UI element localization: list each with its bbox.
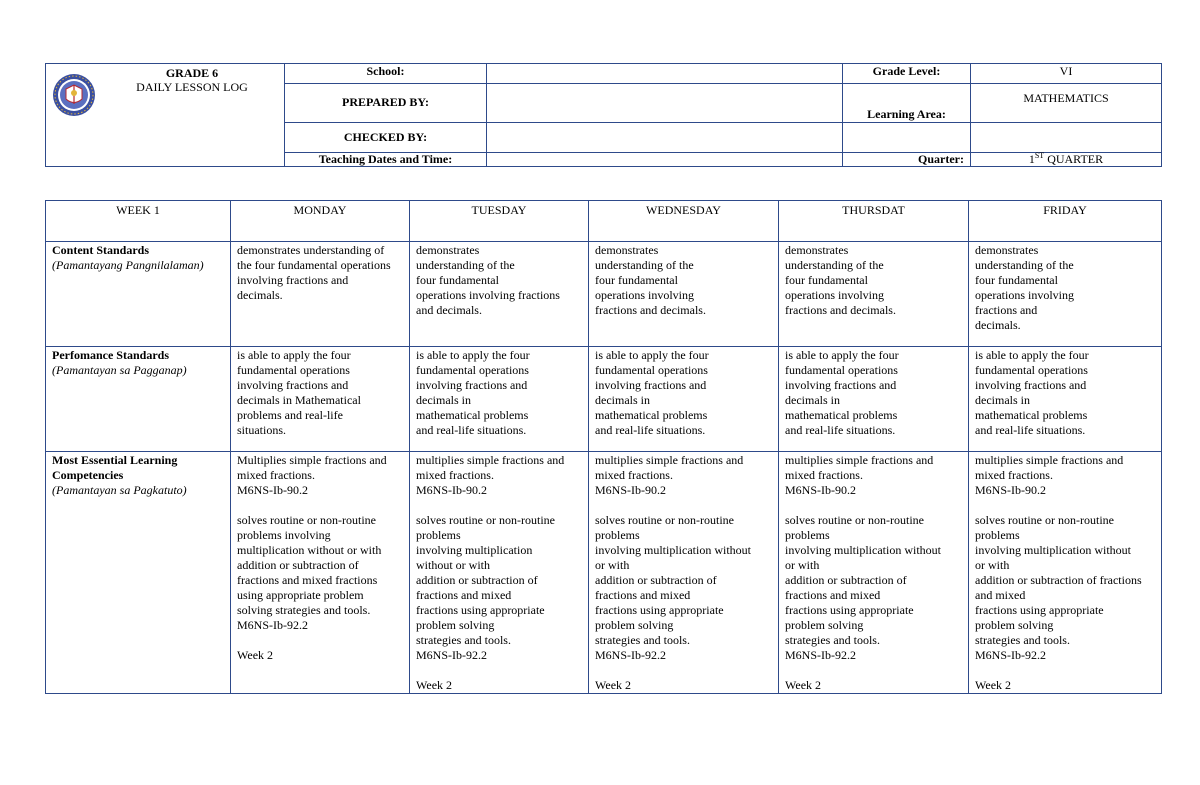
row-title: Most Essential Learning Competencies [52,453,178,482]
cell-text-line [237,498,403,513]
cell-text-line [595,498,772,513]
quarter-label: Quarter: [843,152,971,166]
cell-text-line: problems [416,528,461,542]
cell-text-line: M6NS-Ib-92.2 [416,648,487,662]
row-header [46,242,231,347]
cell-wednesday[interactable] [589,452,779,694]
cell-friday[interactable] [969,347,1162,452]
cell-text-line: addition or subtraction of [595,573,717,587]
grade-title: GRADE 6 [165,66,219,80]
cell-text-line: operations involving [975,288,1074,302]
learning-area-value[interactable]: MATHEMATICS [971,84,1162,122]
cell-text-line: strategies and tools. [416,633,511,647]
cell-text-line: problem solving [595,618,674,632]
cell-text-line: involving fractions and [975,378,1087,392]
cell-text-line: fractions and mixed fractions [237,573,378,587]
cell-text-line: fractions and [975,303,1038,317]
cell-monday[interactable] [231,242,410,347]
checked-by-field[interactable] [487,122,843,152]
cell-monday[interactable] [231,347,410,452]
cell-text-line: multiplies simple fractions and [975,453,1124,467]
cell-text-line: or with [785,558,820,572]
cell-text-line: is able to apply the four [237,348,351,362]
cell-text-line: or with [975,558,1010,572]
cell-text-line [975,663,1155,678]
cell-text-line: and real-life situations. [785,423,896,437]
grade-level-value[interactable]: VI [971,64,1162,84]
row-header [46,452,231,694]
school-label: School: [285,64,487,84]
cell-text-line: problem solving [416,618,495,632]
cell-wednesday[interactable] [589,242,779,347]
cell-text-line: Week 2 [416,678,453,692]
cell-text-line: problem solving [975,618,1054,632]
cell-text-line: decimals. [975,318,1021,332]
quarter-number: 1 [1028,151,1035,166]
cell-text-line: strategies and tools. [975,633,1070,647]
cell-text-line: four fundamental [595,273,678,287]
cell-text-line: solves routine or non-routine [785,513,924,527]
cell-text-line: fractions and decimals. [595,303,706,317]
cell-thursday[interactable] [779,452,969,694]
cell-text-line: Week 2 [975,678,1012,692]
cell-text-line: solves routine or non-routine [416,513,555,527]
cell-text-line: using appropriate problem [237,588,364,602]
row-subtitle: (Pamantayan sa Pagkatuto) [52,483,187,497]
cell-text-line: fractions using appropriate [785,603,914,617]
cell-text-line: solves routine or non-routine [975,513,1114,527]
cell-text-line: problems [785,528,830,542]
cell-thursday[interactable] [779,347,969,452]
checked-by-label: CHECKED BY: [285,122,487,152]
cell-text-line: involving fractions and [237,273,349,287]
cell-text-line: M6NS-Ib-92.2 [595,648,666,662]
cell-text-line: mixed fractions. [975,468,1053,482]
cell-text-line: involving fractions and [237,378,349,392]
table-row [46,452,1162,694]
cell-text-line: fractions using appropriate [416,603,545,617]
row-header [46,347,231,452]
cell-text-line: Week 2 [595,678,632,692]
cell-text-line: mathematical problems [595,408,708,422]
quarter-value[interactable] [971,152,1162,166]
cell-text-line: is able to apply the four [416,348,530,362]
cell-text-line: solves routine or non-routine [237,513,376,527]
cell-text-line: M6NS-Ib-90.2 [595,483,666,497]
cell-text-line: operations involving [785,288,884,302]
deped-seal-icon [52,73,96,117]
cell-text-line: problems [975,528,1020,542]
cell-text-line: problems involving [237,528,331,542]
quarter-word: QUARTER [1044,151,1104,166]
teaching-dates-label: Teaching Dates and Time: [285,152,487,166]
cell-text-line: understanding of the [975,258,1074,272]
teaching-dates-field[interactable] [487,152,843,166]
cell-text-line: multiplies simple fractions and [785,453,934,467]
cell-text-line: involving fractions and [416,378,528,392]
day-header-wednesday: WEDNESDAY [589,201,779,242]
cell-text-line: fractions and mixed [785,588,881,602]
cell-text-line: is able to apply the four [595,348,709,362]
cell-text-line: mathematical problems [416,408,529,422]
cell-text-line: decimals in [416,393,471,407]
cell-text-line: fundamental operations [237,363,350,377]
cell-text-line: involving fractions and [595,378,707,392]
cell-text-line: fractions and mixed [416,588,512,602]
cell-tuesday[interactable] [410,347,589,452]
cell-text-line: fractions and mixed [595,588,691,602]
cell-text-line: fractions and decimals. [785,303,896,317]
cell-wednesday[interactable] [589,347,779,452]
cell-text-line: multiplies simple fractions and [595,453,744,467]
cell-text-line: strategies and tools. [595,633,690,647]
cell-text-line: addition or subtraction of [785,573,907,587]
school-logo-cell [46,64,285,167]
cell-text-line: fundamental operations [975,363,1088,377]
cell-text-line: Week 2 [785,678,822,692]
cell-text-line: problem solving [785,618,864,632]
cell-text-line: situations. [237,423,287,437]
row-title: Perfomance Standards [52,348,169,362]
cell-text-line: understanding of the [785,258,884,272]
cell-text-line: multiplication without or with [237,543,382,557]
cell-text-line: problems [595,528,640,542]
row-subtitle: (Pamantayan sa Pagganap) [52,363,187,377]
table-row [46,242,1162,347]
empty-cell [843,122,971,152]
cell-text-line: M6NS-Ib-90.2 [416,483,487,497]
cell-text-line [416,498,582,513]
cell-text-line: problems and real-life [237,408,343,422]
cell-text-line: Week 2 [237,648,274,662]
prepared-by-field[interactable] [487,84,843,122]
day-header-monday: MONDAY [231,201,410,242]
cell-text-line: decimals in Mathematical [237,393,361,407]
cell-text-line [975,498,1155,513]
quarter-suffix: ST [1034,150,1045,160]
cell-tuesday[interactable] [410,452,589,694]
cell-text-line: M6NS-Ib-90.2 [785,483,856,497]
cell-thursday[interactable] [779,242,969,347]
cell-text-line: and mixed [975,588,1026,602]
learning-area-label: Learning Area: [843,84,971,122]
cell-text-line: four fundamental [416,273,499,287]
cell-text-line: operations involving fractions [416,288,560,302]
cell-text-line: decimals in [595,393,650,407]
cell-text-line: demonstrates [595,243,659,257]
cell-text-line: fundamental operations [785,363,898,377]
cell-text-line: fractions using appropriate [975,603,1104,617]
cell-text-line: involving fractions and [785,378,897,392]
school-field[interactable] [487,64,843,84]
cell-text-line: involving multiplication without [785,543,941,557]
cell-text-line [785,663,962,678]
cell-text-line: decimals. [237,288,283,302]
cell-text-line: M6NS-Ib-90.2 [975,483,1046,497]
cell-text-line: mathematical problems [785,408,898,422]
cell-text-line: involving multiplication without [975,543,1131,557]
cell-text-line: multiplies simple fractions and [416,453,565,467]
row-subtitle: (Pamantayang Pangnilalaman) [52,258,204,272]
cell-text-line: understanding of the [416,258,515,272]
cell-text-line: demonstrates [416,243,480,257]
cell-text-line: addition or subtraction of fractions [975,573,1142,587]
cell-text-line [785,498,962,513]
cell-text-line: is able to apply the four [785,348,899,362]
cell-text-line: demonstrates [785,243,849,257]
cell-text-line [237,633,403,648]
table-row [46,347,1162,452]
cell-text-line: and decimals. [416,303,482,317]
grade-level-label: Grade Level: [843,64,971,84]
cell-text-line: mixed fractions. [416,468,494,482]
cell-text-line: or with [595,558,630,572]
cell-text-line: the four fundamental operations [237,258,391,272]
cell-text-line: four fundamental [785,273,868,287]
lesson-log-table [45,200,1162,694]
cell-text-line: addition or subtraction of [237,558,359,572]
cell-text-line: demonstrates understanding of [237,243,385,257]
cell-text-line: involving multiplication [416,543,533,557]
cell-text-line: and real-life situations. [975,423,1086,437]
cell-text-line: mixed fractions. [237,468,315,482]
cell-text-line: understanding of the [595,258,694,272]
cell-text-line: without or with [416,558,490,572]
week-header: WEEK 1 [46,201,231,242]
cell-text-line: mathematical problems [975,408,1088,422]
cell-friday[interactable] [969,452,1162,694]
cell-text-line: fundamental operations [595,363,708,377]
cell-text-line: decimals in [975,393,1030,407]
row-title: Content Standards [52,243,150,257]
cell-monday[interactable] [231,452,410,694]
cell-text-line: demonstrates [975,243,1039,257]
header-table [45,63,1162,167]
cell-text-line: is able to apply the four [975,348,1089,362]
cell-text-line: solves routine or non-routine [595,513,734,527]
cell-text-line [595,663,772,678]
cell-text-line: four fundamental [975,273,1058,287]
cell-tuesday[interactable] [410,242,589,347]
cell-text-line [416,663,582,678]
cell-text-line: solving strategies and tools. [237,603,371,617]
cell-text-line: fractions using appropriate [595,603,724,617]
cell-text-line: operations involving [595,288,694,302]
cell-text-line: mixed fractions. [785,468,863,482]
prepared-by-label: PREPARED BY: [285,84,487,122]
cell-text-line: M6NS-Ib-90.2 [237,483,308,497]
day-header-thursday: THURSDAT [779,201,969,242]
day-header-tuesday: TUESDAY [410,201,589,242]
empty-cell [971,122,1162,152]
cell-text-line: involving multiplication without [595,543,751,557]
cell-friday[interactable] [969,242,1162,347]
cell-text-line: Multiplies simple fractions and [237,453,387,467]
cell-text-line: mixed fractions. [595,468,673,482]
cell-text-line: and real-life situations. [595,423,706,437]
cell-text-line: strategies and tools. [785,633,880,647]
cell-text-line: M6NS-Ib-92.2 [975,648,1046,662]
cell-text-line: addition or subtraction of [416,573,538,587]
cell-text-line: and real-life situations. [416,423,527,437]
log-title: DAILY LESSON LOG [136,80,248,94]
cell-text-line: M6NS-Ib-92.2 [237,618,308,632]
cell-text-line: decimals in [785,393,840,407]
day-header-friday: FRIDAY [969,201,1162,242]
cell-text-line: M6NS-Ib-92.2 [785,648,856,662]
cell-text-line: fundamental operations [416,363,529,377]
